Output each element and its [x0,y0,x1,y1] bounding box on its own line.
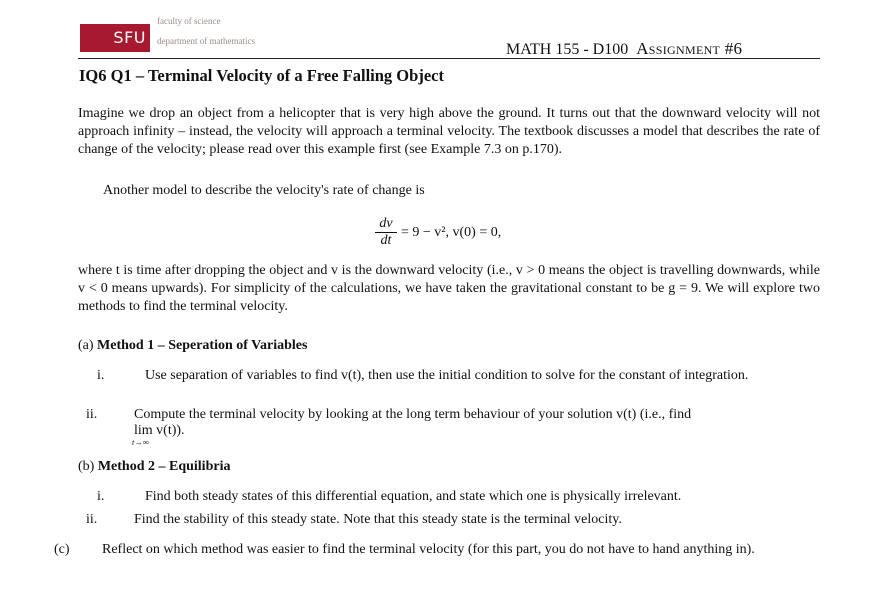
fraction-denominator: dt [380,233,392,248]
part-a-title: Method 1 – Seperation of Variables [97,338,308,353]
item-number: ii. [86,407,98,422]
differential-equation [375,216,555,256]
explanation-paragraph: where t is time after dropping the object and v is the downward velocity (i.e., v > 0 means the object is travelling downwards, while v < 0 means upwards). For simplicity of the calculations, we have taken the gravitational constant to be g = 9. We will explore two methods to find the terminal velocity. [78,263,820,314]
logo-text: SFU [113,28,146,47]
item-text: Find the stability of this steady state. Note that this steady state is the terminal velocity. [134,512,622,527]
assignment-label: Assignment #6 [636,39,743,58]
intro-paragraph: Imagine we drop an object from a helicopter that is very high above the ground. It turns out that the downward velocity will not approach infinity – instead, the velocity will approach a terminal velocity. The textbook discusses a model that describes the rate of change of the velocity; please read over this example first (see Example 7.3 on p.170). [78,106,820,157]
question-title: IQ6 Q1 – Terminal Velocity of a Free Falling Object [79,66,444,85]
part-c [54,541,844,559]
part-b-label: (b) [78,459,95,474]
item-number: ii. [86,512,98,527]
department-label: department of mathematics [157,36,255,46]
part-b-item-2 [86,511,844,529]
part-c-text: Reflect on which method was easier to find the terminal velocity (for this part, you do not have to hand anything in). [102,542,755,557]
part-b-item-1 [97,488,844,506]
item-number: i. [97,368,105,383]
part-a-label: (a) [78,338,94,353]
limit-subscript: t→∞ [132,437,149,447]
limit-expression: lim v(t)). [134,423,185,438]
part-b-heading [78,459,230,475]
derivative-fraction [375,216,397,249]
course-header [506,39,742,59]
item-text: Use separation of variables to find v(t), then use the initial condition to solve for the constant of integration. [145,368,749,383]
part-a-item-1 [97,367,844,385]
fraction-numerator: dv [375,216,397,233]
item-number: i. [97,489,105,504]
part-b-title: Method 2 – Equilibria [97,459,231,474]
part-c-label: (c) [54,542,70,557]
item-text: Find both steady states of this differential equation, and state which one is physically irrelevant. [145,489,682,504]
model-intro: Another model to describe the velocity's rate of change is [103,183,425,198]
part-a-item-2 [86,406,844,424]
faculty-label: faculty of science [157,16,221,26]
header-rule [78,58,820,59]
equation-rhs: = 9 − v², v(0) = 0, [401,225,502,240]
course-code: MATH 155 - D100 [506,41,629,58]
item-text: Compute the terminal velocity by looking at the long term behaviour of your solution v(t) (i.e., find [134,407,692,422]
part-a-heading [78,338,307,354]
sfu-logo [80,24,152,54]
